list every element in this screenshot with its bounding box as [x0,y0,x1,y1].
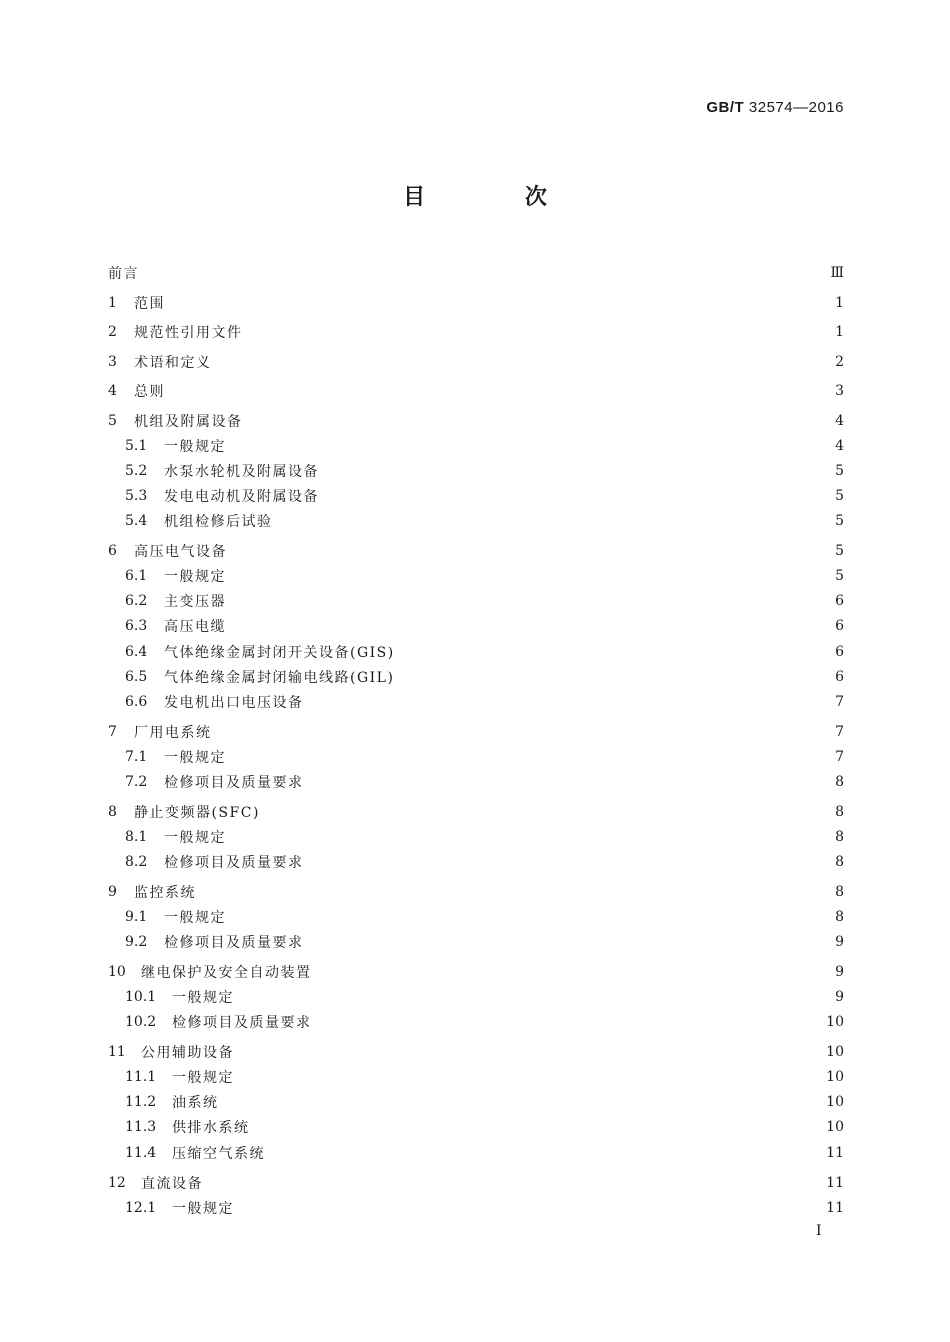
toc-entry[interactable] [108,642,844,662]
toc-entry[interactable] [108,1067,844,1087]
toc-page-number: 6 [835,644,844,660]
toc-label: 静止变频器(SFC) [134,805,260,821]
toc-label: 厂用电系统 [134,725,212,741]
toc-number: 11.3 [125,1119,157,1135]
toc-number: 10.2 [125,1014,157,1030]
toc-entry[interactable] [108,692,844,712]
toc-entry[interactable] [108,882,844,902]
toc-label: 高压电缆 [164,619,226,635]
toc-number: 8.1 [125,829,148,845]
toc-entry[interactable] [108,932,844,952]
toc-entry[interactable] [108,541,844,561]
toc-entry[interactable] [108,667,844,687]
toc-number: 12.1 [125,1200,157,1216]
toc-number: 9 [108,884,117,900]
toc-entry[interactable] [108,411,844,431]
toc-entry[interactable] [108,322,844,342]
toc-leader-dots [234,616,831,636]
toc-page-number: 9 [835,989,844,1005]
toc-number: 12 [108,1175,126,1191]
toc-number: 9.2 [125,934,148,950]
toc-page-number: 7 [835,749,844,765]
toc-label: 范围 [134,296,165,312]
toc-number: 6.5 [125,669,148,685]
toc-number: 11.2 [125,1094,157,1110]
toc-label: 供排水系统 [172,1120,250,1136]
toc-leader-dots [402,667,831,687]
toc-page-number: 10 [826,1044,844,1060]
toc-number: 5.3 [125,488,148,504]
toc-label: 直流设备 [141,1176,203,1192]
toc-page-number: 11 [826,1145,844,1161]
toc-label: 规范性引用文件 [134,325,243,341]
toc-number: 7.1 [125,749,148,765]
toc-number: 4 [108,383,117,399]
toc-entry[interactable] [108,461,844,481]
toc-label: 压缩空气系统 [172,1146,265,1162]
toc-entry[interactable] [108,1143,844,1163]
toc-label: 一般规定 [172,1201,234,1217]
toc-entry[interactable] [108,722,844,742]
toc-label: 高压电气设备 [134,544,227,560]
toc-page-number: 6 [835,593,844,609]
toc-page-number: 8 [835,884,844,900]
toc-leader-dots [234,827,831,847]
toc-entry[interactable] [108,747,844,767]
toc-number: 9.1 [125,909,148,925]
toc-entry[interactable] [108,802,844,822]
toc-entry[interactable] [108,566,844,586]
toc-page-number: 4 [835,438,844,454]
toc-entry[interactable] [108,263,844,283]
toc-page-number: 8 [835,829,844,845]
toc-leader-dots [312,932,832,952]
toc-entry[interactable] [108,381,844,401]
toc-number: 6.4 [125,644,148,660]
toc-page-number: 5 [835,568,844,584]
toc-entry[interactable] [108,772,844,792]
toc-number: 1 [108,295,117,311]
toc-page-number: 5 [835,513,844,529]
toc-page-number: 7 [835,724,844,740]
toc-page-number: 6 [835,618,844,634]
standard-prefix: GB/T [706,99,745,116]
toc-entry[interactable] [108,987,844,1007]
toc-page-number: 11 [826,1175,844,1191]
toc-entry[interactable] [108,1173,844,1193]
toc-label: 主变压器 [164,594,226,610]
toc-number: 5 [108,413,117,429]
toc-entry[interactable] [108,907,844,927]
toc-label: 检修项目及质量要求 [164,775,304,791]
toc-label: 机组及附属设备 [134,414,243,430]
toc-label: 监控系统 [134,885,196,901]
toc-label: 检修项目及质量要求 [164,935,304,951]
toc-label: 气体绝缘金属封闭开关设备(GIS) [164,645,395,661]
toc-leader-dots [204,882,831,902]
toc-leader-dots [173,381,831,401]
toc-label: 气体绝缘金属封闭输电线路(GIL) [164,670,395,686]
toc-leader-dots [320,1012,823,1032]
toc-page-number: 5 [835,488,844,504]
toc-number: 11.1 [125,1069,157,1085]
footer-page-number: I [816,1223,822,1239]
toc-page-number: 11 [826,1200,844,1216]
toc-label: 一般规定 [164,750,226,766]
toc-number: 5.1 [125,438,148,454]
toc-leader-dots [220,352,832,372]
toc-entry[interactable] [108,1092,844,1112]
toc-leader-dots [234,907,831,927]
standard-number: 32574—2016 [748,99,844,116]
toc-leader-dots [242,987,831,1007]
toc-label: 机组检修后试验 [164,514,273,530]
toc-page-number: 8 [835,909,844,925]
toc-page-number: 2 [835,354,844,370]
toc-label: 一般规定 [164,439,226,455]
toc-page-number: 10 [826,1014,844,1030]
toc-number: 8 [108,804,117,820]
toc-leader-dots [242,1042,822,1062]
toc-number: 6 [108,543,117,559]
toc-page-number: 9 [835,964,844,980]
toc-page-number: 1 [835,324,844,340]
toc-number: 6.6 [125,694,148,710]
toc-label: 一般规定 [172,1070,234,1086]
toc-label: 发电机出口电压设备 [164,695,304,711]
toc-label: 一般规定 [164,569,226,585]
toc-entry[interactable] [108,1117,844,1137]
toc-label: 检修项目及质量要求 [164,855,304,871]
toc-entry[interactable] [108,436,844,456]
toc-entry[interactable] [108,293,844,313]
toc-entry[interactable] [108,616,844,636]
toc-leader-dots [273,1143,822,1163]
toc-leader-dots [234,436,831,456]
toc-leader-dots [147,263,826,283]
toc-leader-dots [242,1198,822,1218]
toc-label: 继电保护及安全自动装置 [141,965,312,981]
toc-leader-dots [327,461,831,481]
toc-page-number: 10 [826,1119,844,1135]
toc-leader-dots [227,1092,823,1112]
toc-page-number: 8 [835,804,844,820]
toc-leader-dots [312,852,832,872]
toc-label: 油系统 [172,1095,219,1111]
toc-label: 水泵水轮机及附属设备 [164,464,319,480]
toc-leader-dots [327,486,831,506]
page-title: 目 次 [403,185,593,210]
toc-number: 10.1 [125,989,157,1005]
toc-number: 6.3 [125,618,148,634]
toc-page-number: 4 [835,413,844,429]
toc-label: 术语和定义 [134,355,212,371]
toc-number: 5.2 [125,463,148,479]
toc-label: 发电电动机及附属设备 [164,489,319,505]
toc-page-number: 10 [826,1069,844,1085]
toc-entry[interactable] [108,962,844,982]
toc-page-number: 7 [835,694,844,710]
toc-leader-dots [242,1067,822,1087]
toc-page-number: 8 [835,854,844,870]
toc-entry[interactable] [108,852,844,872]
toc-number: 11.4 [125,1145,157,1161]
toc-entry[interactable] [108,486,844,506]
toc-number: 5.4 [125,513,148,529]
toc-entry[interactable] [108,827,844,847]
toc-leader-dots [403,642,831,662]
toc-page-number: 5 [835,463,844,479]
toc-leader-dots [173,293,831,313]
toc-page-number: 3 [835,383,844,399]
toc-leader-dots [251,411,832,431]
toc-label: 总则 [134,384,165,400]
standard-code [706,99,844,116]
toc-leader-dots [234,566,831,586]
toc-leader-dots [211,1173,822,1193]
toc-entry[interactable] [108,1012,844,1032]
toc-label: 一般规定 [172,990,234,1006]
toc-page-number: 8 [835,774,844,790]
toc-leader-dots [312,772,832,792]
toc-number: 10 [108,964,126,980]
toc-leader-dots [258,1117,823,1137]
toc-page-number: 1 [835,295,844,311]
toc-entry[interactable] [108,1198,844,1218]
toc-label: 一般规定 [164,830,226,846]
toc-leader-dots [268,802,831,822]
toc-label: 公用辅助设备 [141,1045,234,1061]
toc-number: 3 [108,354,117,370]
toc-leader-dots [234,591,831,611]
toc-number: 8.2 [125,854,148,870]
toc-number: 6.2 [125,593,148,609]
toc-page-number: 10 [826,1094,844,1110]
toc-number: 7.2 [125,774,148,790]
toc-entry[interactable] [108,511,844,531]
toc-entry[interactable] [108,352,844,372]
toc-leader-dots [251,322,832,342]
toc-number: 11 [108,1044,126,1060]
toc-leader-dots [220,722,832,742]
toc-leader-dots [281,511,832,531]
toc-number: 6.1 [125,568,148,584]
toc-page-number: 6 [835,669,844,685]
toc-page-number: 9 [835,934,844,950]
toc-page-number: Ⅲ [830,265,844,281]
toc-label: 前言 [108,266,139,282]
toc-leader-dots [312,692,832,712]
toc-label: 一般规定 [164,910,226,926]
toc-leader-dots [234,747,831,767]
toc-leader-dots [320,962,832,982]
toc-number: 2 [108,324,117,340]
toc-page-number: 5 [835,543,844,559]
toc-number: 7 [108,724,117,740]
toc-entry[interactable] [108,591,844,611]
toc-entry[interactable] [108,1042,844,1062]
toc-leader-dots [235,541,831,561]
toc-label: 检修项目及质量要求 [172,1015,312,1031]
